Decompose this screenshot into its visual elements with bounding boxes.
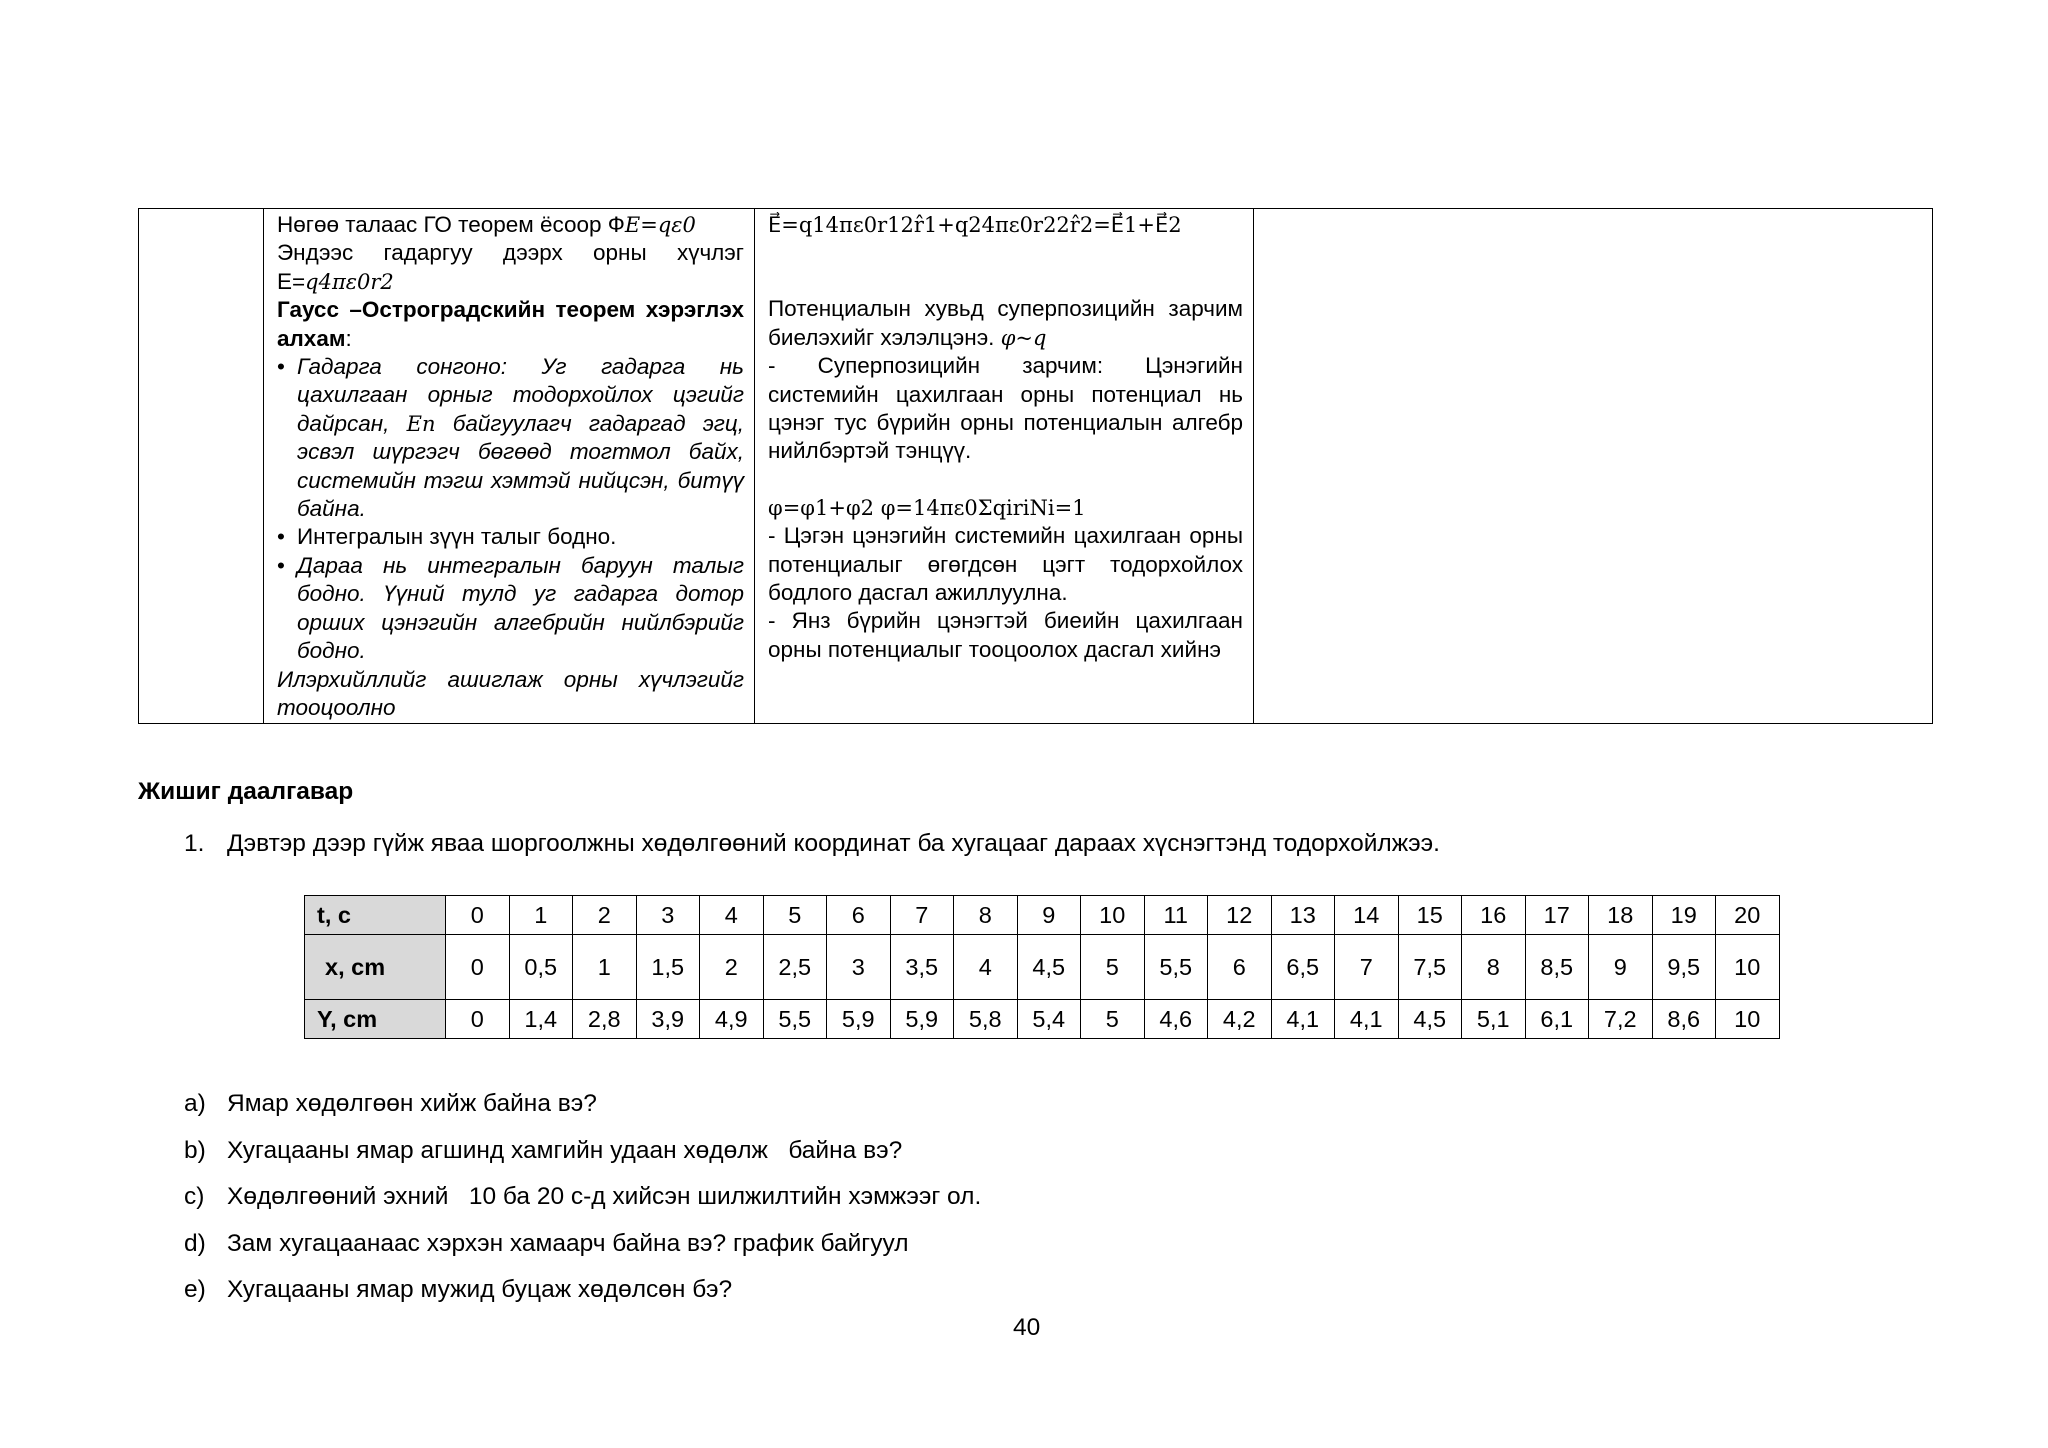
text-fragment: байгуулагч гадаргад эгц, эсвэл шүргэгч бөгөөд тогтмол байх, системийн тэгш хэмтэй нийцсэн, битүү байна. bbox=[297, 410, 745, 522]
table-cell: 13 bbox=[1271, 896, 1335, 935]
potential-intro bbox=[768, 295, 1243, 352]
math-expression: q4πε0r2 bbox=[305, 269, 394, 294]
exercise-text: - Цэгэн цэнэгийн системийн цахилгаан орны потенциалыг өгөгдсөн цэгт тодорхойлох бодлого дасгал ажиллуулна. bbox=[768, 523, 1243, 606]
math-expression: E=qε0 bbox=[624, 213, 696, 237]
table-cell: 7 bbox=[890, 896, 954, 935]
table-cell: 7,2 bbox=[1589, 1000, 1653, 1039]
table-cell: 3,5 bbox=[890, 935, 954, 1000]
lesson-plan-table bbox=[138, 208, 1933, 724]
question-letter: e) bbox=[184, 1276, 206, 1303]
text-line bbox=[277, 268, 744, 296]
question-letter: b) bbox=[184, 1136, 206, 1164]
question-letter: c) bbox=[184, 1183, 205, 1210]
table-cell: 4,1 bbox=[1271, 1000, 1335, 1039]
table-cell: 5 bbox=[1081, 935, 1145, 1000]
table-cell: 0 bbox=[446, 896, 510, 935]
table-cell: 8,6 bbox=[1652, 1000, 1716, 1039]
question-text: Хугацааны ямар агшинд хамгийн удаан хөдөлж байна вэ? bbox=[227, 1136, 903, 1164]
table-cell: 10 bbox=[1716, 935, 1780, 1000]
row-header: Y, cm bbox=[305, 1000, 446, 1039]
problem-number: 1. bbox=[184, 830, 205, 857]
table-cell: 18 bbox=[1589, 896, 1653, 935]
table-cell: 8 bbox=[1462, 935, 1526, 1000]
question-letter: d) bbox=[184, 1229, 206, 1257]
table-cell: 16 bbox=[1462, 896, 1526, 935]
text-line: Эндээс гадаргуу дээрх орны хүчлэг bbox=[277, 240, 744, 266]
row-header: x, cm bbox=[305, 935, 446, 1000]
table-cell: 8,5 bbox=[1525, 935, 1589, 1000]
potential-formula: φ=φ1+φ2 φ=14πε0ΣqiriNi=1 bbox=[768, 495, 1086, 520]
steps-list bbox=[277, 353, 744, 665]
table-cell: 4,1 bbox=[1335, 1000, 1399, 1039]
table-cell: 6,5 bbox=[1271, 935, 1335, 1000]
table-cell: 5,9 bbox=[890, 1000, 954, 1039]
field-superposition-formula: E⃗=q14πε0r12r̂1+q24πε0r22r̂2=E⃗1+E⃗2 bbox=[768, 213, 1182, 237]
exercise-text: - Янз бүрийн цэнэгтэй биеийн цахилгаан орны потенциалыг тооцоолох дасгал хийнэ bbox=[768, 608, 1243, 662]
table-cell: 5,4 bbox=[1017, 1000, 1081, 1039]
list-item: • Интегралын зүүн талыг бодно. bbox=[277, 523, 744, 551]
gauss-steps-heading bbox=[277, 296, 744, 353]
table-cell-superposition bbox=[755, 209, 1254, 724]
question-letter: a) bbox=[184, 1090, 206, 1117]
table-cell: 2,8 bbox=[573, 1000, 637, 1039]
text-fragment: Гадарга сонгоно: Уг гадарга нь цахилгаан орныг тодорхойлох цэгийг дайрсан, bbox=[297, 354, 744, 436]
table-cell: 5,8 bbox=[954, 1000, 1018, 1039]
superposition-principle: - Суперпозицийн зарчим: Цэнэгийн системийн цахилгаан орны потенциал нь цэнэг тус бүрийн орны потенциалын алгебр нийлбэртэй тэнцүү. bbox=[768, 353, 1243, 464]
table-cell: 19 bbox=[1652, 896, 1716, 935]
table-cell: 10 bbox=[1716, 1000, 1780, 1039]
page-number: 40 bbox=[1013, 1314, 1041, 1341]
table-cell: 7,5 bbox=[1398, 935, 1462, 1000]
table-cell: 7 bbox=[1335, 935, 1399, 1000]
table-cell: 3,9 bbox=[636, 1000, 700, 1039]
question-text: Ямар хөдөлгөөн хийж байна вэ? bbox=[227, 1090, 597, 1117]
table-cell: 11 bbox=[1144, 896, 1208, 935]
math-expression: En bbox=[406, 411, 436, 436]
table-cell: 3 bbox=[636, 896, 700, 935]
table-cell: 3 bbox=[827, 935, 891, 1000]
problem-text: Дэвтэр дээр гүйж яваа шоргоолжны хөдөлгөөний координат ба хугацааг дараах хүснэгтэнд тодорхойлжээ. bbox=[227, 830, 1440, 857]
section-heading: Жишиг даалгавар bbox=[138, 778, 354, 805]
table-cell: 4,2 bbox=[1208, 1000, 1272, 1039]
table-cell: 4,6 bbox=[1144, 1000, 1208, 1039]
table-cell: 1 bbox=[573, 935, 637, 1000]
text-fragment: Нөгөө талаас ГО теорем ёсоор Ф bbox=[277, 212, 625, 237]
closing-text: Илэрхийллийг ашиглаж орны хүчлэгийг тооцоолно bbox=[277, 666, 744, 720]
table-cell: 1,4 bbox=[509, 1000, 573, 1039]
heading-text: Гаусс –Остроградскийн теорем хэрэглэх алхам bbox=[277, 297, 744, 351]
table-cell: 1 bbox=[509, 896, 573, 935]
table-cell-empty-left bbox=[139, 209, 264, 724]
spacer bbox=[768, 466, 1243, 494]
table-cell: 5,9 bbox=[827, 1000, 891, 1039]
table-cell: 14 bbox=[1335, 896, 1399, 935]
list-item: • Дараа нь интегралын баруун талыг бодно. Үүний тулд уг гадарга дотор орших цэнэгийн алгебрийн нийлбэрийг бодно. bbox=[277, 552, 744, 666]
table-cell: 17 bbox=[1525, 896, 1589, 935]
table-cell: 0 bbox=[446, 1000, 510, 1039]
table-row bbox=[305, 935, 1780, 1000]
heading-colon: : bbox=[345, 325, 352, 351]
table-cell: 1,5 bbox=[636, 935, 700, 1000]
question-text: Зам хугацаанаас хэрхэн хамаарч байна вэ? график байгуул bbox=[227, 1229, 909, 1257]
table-cell: 6 bbox=[1208, 935, 1272, 1000]
table-row bbox=[305, 1000, 1780, 1039]
text-fragment: E= bbox=[277, 268, 306, 294]
table-cell: 0 bbox=[446, 935, 510, 1000]
question-text: Хөдөлгөөний эхний 10 ба 20 с-д хийсэн шилжилтийн хэмжээг ол. bbox=[227, 1183, 982, 1210]
row-header: t, c bbox=[305, 896, 446, 935]
table-cell: 5,5 bbox=[1144, 935, 1208, 1000]
table-cell: 9 bbox=[1017, 896, 1081, 935]
table-cell: 6 bbox=[827, 896, 891, 935]
table-cell: 2 bbox=[573, 896, 637, 935]
table-cell-gauss-theorem bbox=[264, 209, 755, 724]
table-cell: 5,1 bbox=[1462, 1000, 1526, 1039]
table-cell: 4 bbox=[954, 935, 1018, 1000]
list-item bbox=[277, 353, 744, 523]
table-cell: 15 bbox=[1398, 896, 1462, 935]
table-cell: 0,5 bbox=[509, 935, 573, 1000]
table-cell: 4,5 bbox=[1017, 935, 1081, 1000]
table-cell: 8 bbox=[954, 896, 1018, 935]
table-cell: 5,5 bbox=[763, 1000, 827, 1039]
text-fragment: Потенциалын хувьд суперпозицийн зарчим биелэхийг хэлэлцэнэ. bbox=[768, 296, 1243, 350]
table-cell: 4,5 bbox=[1398, 1000, 1462, 1039]
motion-data-table bbox=[304, 895, 1780, 1039]
table-cell: 9 bbox=[1589, 935, 1653, 1000]
table-cell: 6,1 bbox=[1525, 1000, 1589, 1039]
table-cell: 5 bbox=[1081, 1000, 1145, 1039]
table-row bbox=[305, 896, 1780, 935]
table-cell: 2,5 bbox=[763, 935, 827, 1000]
table-cell: 12 bbox=[1208, 896, 1272, 935]
question-text: Хугацааны ямар мужид буцаж хөдөлсөн бэ? bbox=[227, 1276, 733, 1303]
table-cell: 4 bbox=[700, 896, 764, 935]
table-cell: 4,9 bbox=[700, 1000, 764, 1039]
text-line bbox=[277, 211, 744, 239]
table-cell: 10 bbox=[1081, 896, 1145, 935]
table-cell: 2 bbox=[700, 935, 764, 1000]
table-cell-empty-right bbox=[1254, 209, 1933, 724]
table-row bbox=[139, 209, 1933, 724]
math-expression: φ~q bbox=[1000, 325, 1047, 350]
spacer bbox=[768, 239, 1243, 295]
table-cell: 20 bbox=[1716, 896, 1780, 935]
data-table-body bbox=[305, 896, 1780, 1039]
table-cell: 9,5 bbox=[1652, 935, 1716, 1000]
table-cell: 5 bbox=[763, 896, 827, 935]
